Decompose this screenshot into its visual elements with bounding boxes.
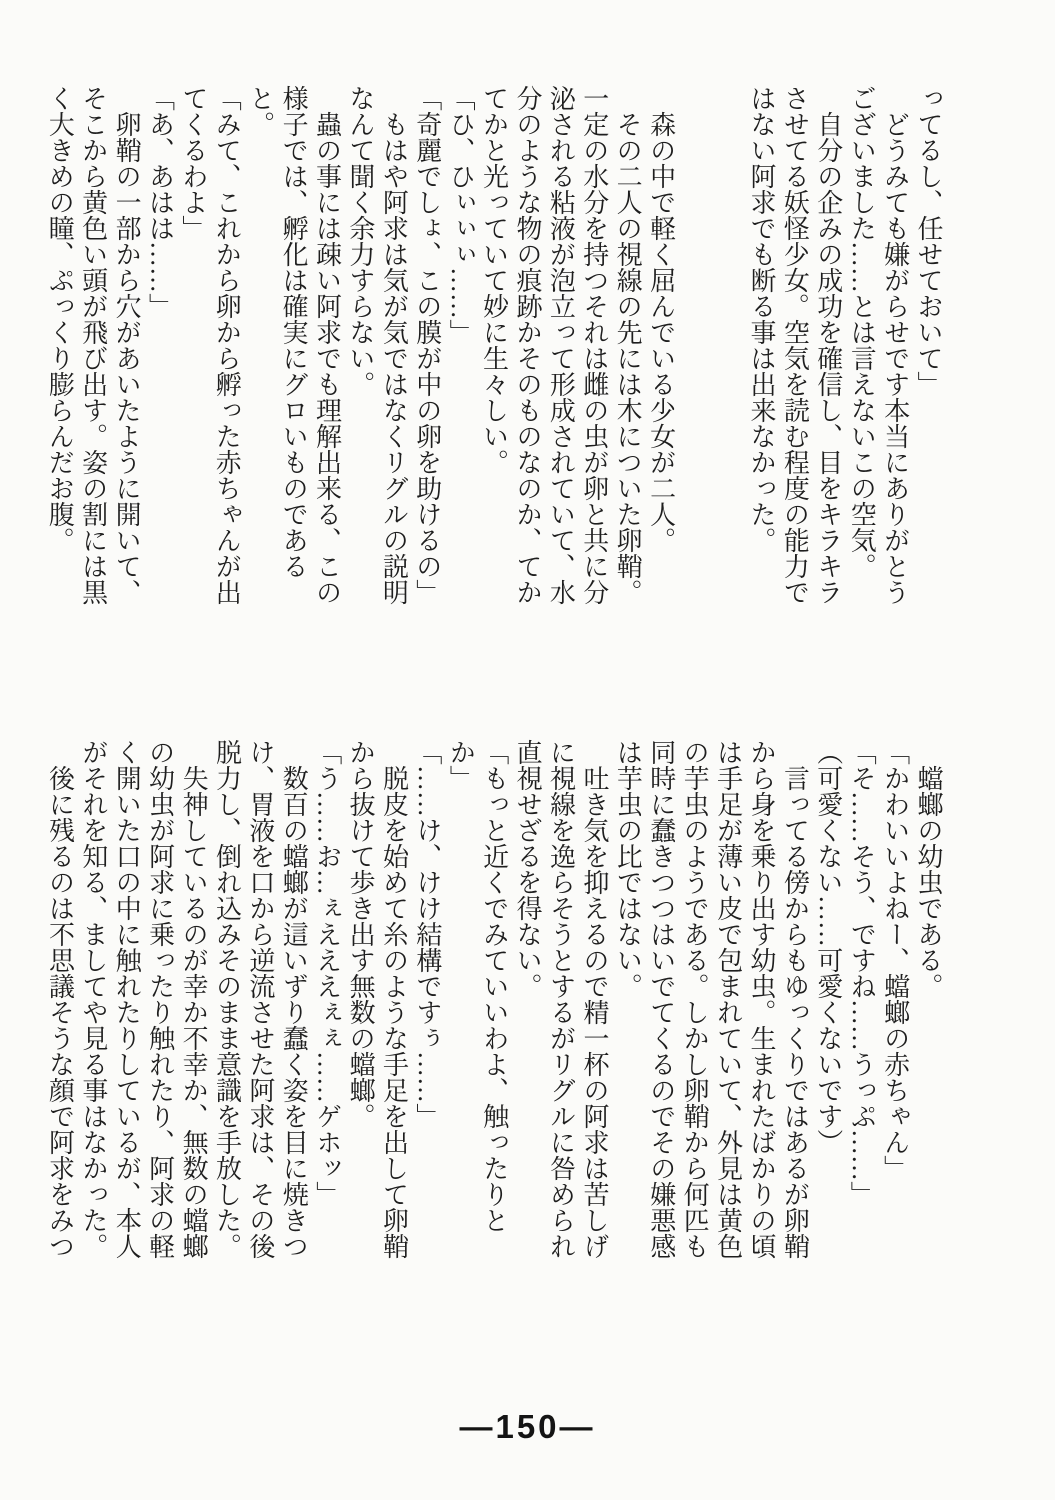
- paragraph: 「……け、けけ結構ですぅ……」: [412, 739, 442, 1129]
- paragraph: 数百の蟷螂が這いずり蠢く姿を目に焼きつけ、胃液を口から逆流させた阿求は、その後脱力し、倒れ込みそのまま意識を手放した。: [212, 739, 309, 1259]
- paragraph: 卵鞘の一部から穴があいたように開いて、そこから黄色い頭が飛び出す。姿の割には黒く大きめの瞳、ぷっくり膨らんだお腹。: [45, 85, 142, 605]
- paragraph: 「かわいいよねー、蟷螂の赤ちゃん」: [880, 739, 910, 1181]
- paragraph: 失神しているのが幸か不幸か、無数の蟷螂の幼虫が阿求に乗ったり触れたり、阿求の軽く開いた口の中に触れたりしているが、本人がそれを知る、ましてや見る事はなかった。: [78, 739, 209, 1259]
- paragraph: （可愛くない……可愛くないです）: [813, 739, 843, 1155]
- paragraph: 脱皮を始めて糸のような手足を出して卵鞘から抜けて歩き出す無数の蟷螂。: [346, 739, 409, 1259]
- paragraph: 森の中で軽く屈んでいる少女が二人。: [646, 111, 676, 553]
- paragraph: 蟷螂の幼虫である。: [914, 765, 943, 999]
- paragraph: 「もっと近くでみていいわよ、触ったりとか」: [446, 739, 509, 1233]
- paragraph: 蟲の事には疎い阿求でも理解出来る、この様子では、孵化は確実にグロいものであると。: [245, 85, 342, 605]
- paragraph: どうみても嫌がらせです本当にありがとうございました……とは言えないこの空気。: [847, 85, 910, 605]
- paragraph: 「そ……そう、ですね……うっぷ……」: [847, 739, 877, 1207]
- paragraph: 自分の企みの成功を確信し、目をキラキラさせてる妖怪少女。空気を読む程度の能力ではない阿求でも断る事は出来なかった。: [746, 85, 843, 605]
- paragraph: 「ひ、ひぃぃぃ……」: [446, 85, 476, 345]
- paragraph: 「奇麗でしょ、この膜が中の卵を助けるの」: [412, 85, 442, 605]
- paragraph: ってるし、任せておいて」: [914, 85, 943, 397]
- paragraph: 吐き気を抑えるので精一杯の阿求は苦しげに視線を逸らそうとするがリグルに咎められ直視せざるを得ない。: [513, 739, 609, 1259]
- paragraph: 「う……お…ぇえええぇぇ……ゲホッ」: [312, 739, 342, 1207]
- page-number: ―150―: [459, 1408, 596, 1445]
- bottom-text-block: [43, 739, 945, 1263]
- paragraph: 言ってる傍からもゆっくりではあるが卵鞘から身を乗り出す幼虫。生まれたばかりの頃は手足が薄い皮で包まれていて、外見は黄色の芋虫のようである。しかし卵鞘から何匹も同時に蠢きつつはいでてくるのでその嫌悪感は芋虫の比ではない。: [613, 739, 810, 1259]
- paragraph: 「あ、あはは……」: [145, 85, 175, 319]
- paragraph: 「みて、これから卵から孵った赤ちゃんが出てくるわよ」: [178, 85, 242, 605]
- paragraph: もはや阿求は気が気ではなくリグルの説明なんて聞く余力すらない。: [345, 85, 409, 605]
- paragraph: その二人の視線の先には木についた卵鞘。: [613, 111, 643, 605]
- paragraph: 一定の水分を持つそれは雌の虫が卵と共に分泌される粘液が泡立って形成されていて、水分のような物の痕跡かそのものなのか、てかてかと光っていて妙に生々しい。: [479, 85, 609, 605]
- top-text-block: [43, 85, 945, 609]
- paragraph: 後に残るのは不思議そうな顔で阿求をみつ: [45, 765, 75, 1259]
